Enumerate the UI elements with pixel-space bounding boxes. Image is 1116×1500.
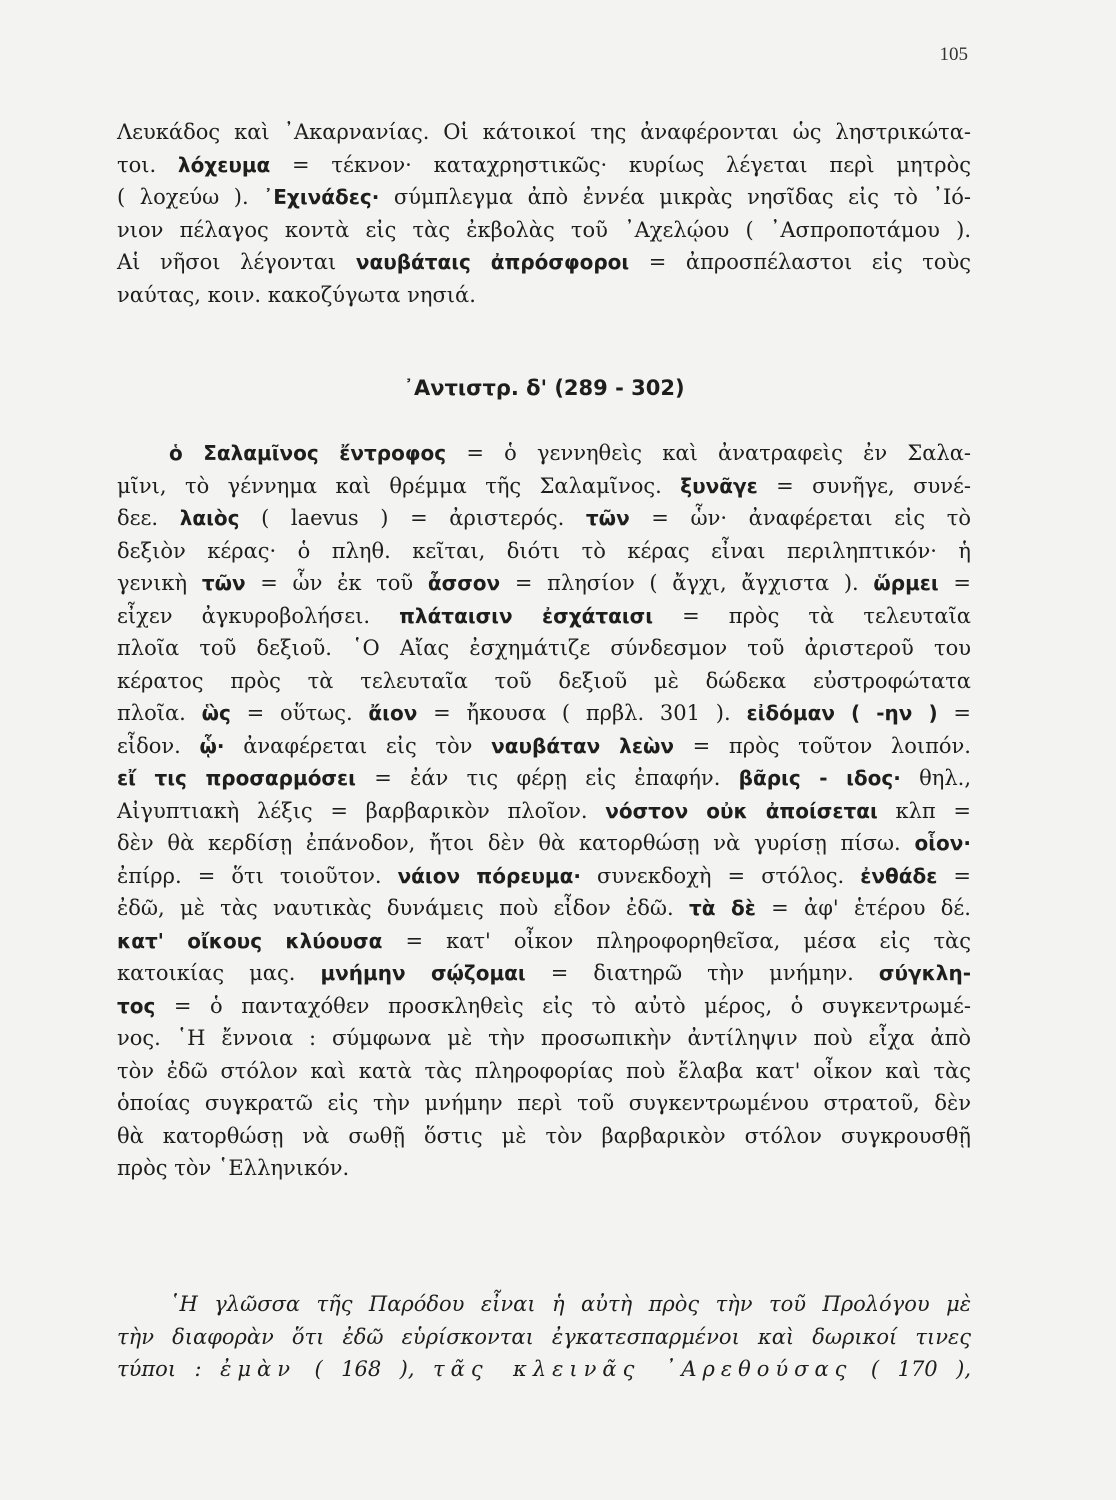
lemma-term: εἰδόμαν ( -ην ) (746, 701, 938, 725)
text-line (117, 214, 971, 247)
lemma-term: ναυβάταν λεὼν (491, 733, 674, 758)
text-line (117, 181, 971, 214)
italic-text: τύποι : (117, 1357, 221, 1381)
lemma-term: οἷον· (914, 831, 971, 855)
text-run: = πρὸς τὰ τελευταῖα (653, 603, 971, 628)
text-line (117, 1120, 971, 1153)
lemma-term: βᾶρις - ιδος· (738, 766, 901, 790)
text-run: νος. ῾Η ἔννοια : σύμφωνα μὲ τὴν προσωπικὴν ἀντίληψιν ποὺ εἶχα ἀπὸ (117, 1026, 971, 1050)
text-line (117, 892, 971, 925)
lemma-term: πλάταισιν ἐσχάταισι (399, 603, 653, 628)
text-line (117, 1022, 971, 1055)
commentary-paragraph-1 (117, 116, 971, 311)
text-line (117, 827, 971, 860)
italic-text: τὴν διαφορὰν ὅτι ἐδῶ εὑρίσκονται ἐγκατεσπαρμένοι καὶ δωρικοί τινες (117, 1324, 971, 1349)
text-run: Αἰγυπτιακὴ λέξις = βαρβαρικὸν πλοῖον. (117, 798, 606, 823)
text-run: = ὧν· ἀναφέρεται εἰς τὸ (629, 506, 971, 530)
text-run: ὁποίας συγκρατῶ εἰς τὴν μνήμην περὶ τοῦ συγκεντρωμένου στρατοῦ, δὲν (117, 1091, 971, 1115)
text-line (117, 1152, 971, 1185)
text-line (117, 795, 971, 828)
text-run: πλοῖα. (117, 701, 202, 725)
page-number: 105 (939, 44, 968, 65)
text-run: = ὁ γεννηθεὶς καὶ ἀνατραφεὶς ἐν Σαλα- (446, 441, 971, 465)
text-line (117, 957, 971, 990)
text-run: δὲν θὰ κερδίσῃ ἐπάνοδον, ἤτοι δὲν θὰ κατορθώσῃ νὰ γυρίσῃ πίσω. (117, 831, 915, 855)
text-run: δεξιὸν κέρας· ὁ πληθ. κεῖται, διότι τὸ κέρας εἶναι περιληπτικόν· ἡ (117, 538, 971, 563)
text-run: = ὧν ἐκ τοῦ (245, 571, 428, 595)
lemma-term: μνήμην σῴζομαι (320, 961, 526, 985)
text-run: = ἀπροσπέλαστοι εἰς τοὺς (629, 250, 971, 274)
text-run: κατοικίας μας. (117, 961, 321, 985)
lemma-term: τος (117, 993, 156, 1018)
commentary-paragraph-2 (117, 437, 971, 1185)
text-run: = πλησίον ( ἄγχι, ἄγχιστα ). (500, 571, 874, 595)
text-run: δεε. (117, 506, 180, 530)
text-line (117, 990, 971, 1023)
commentary-paragraph-3 (117, 1288, 971, 1386)
text-line (117, 502, 971, 535)
text-run: Λευκάδος καὶ ᾿Ακαρνανίας. Οἱ κάτοικοί της ἀναφέρονται ὡς ληστρικώτα- (117, 120, 971, 144)
text-run: = ἀφ' ἑτέρου δέ. (755, 896, 971, 920)
text-run: κέρατος πρὸς τὰ τελευταῖα τοῦ δεξιοῦ μὲ δώδεκα εὐστροφώτατα (117, 668, 971, 693)
text-run: ἐπίρρ. = ὅτι τοιοῦτον. (117, 863, 398, 888)
lemma-term: ὁ Σαλαμῖνος ἔντροφος (169, 441, 447, 465)
spaced-italic-text: τᾶς κλεινᾶς ᾿Αρεθούσας (433, 1357, 853, 1381)
lemma-term: ξυνᾶγε (680, 473, 758, 498)
text-line (117, 116, 971, 149)
text-run: τοι. (117, 152, 178, 177)
lemma-term: νόστον οὐκ ἀποίσεται (605, 798, 878, 823)
text-run: εἶδον. (117, 733, 200, 758)
text-run: = ὁ πανταχόθεν προσκληθεὶς εἰς τὸ αὐτὸ μέρος, ὁ συγκεντρωμέ- (155, 993, 971, 1018)
lemma-term: σύγκλη- (878, 961, 971, 985)
spaced-italic-text: ἐμὰν (220, 1357, 296, 1381)
text-run: = συνῆγε, συνέ- (757, 473, 971, 498)
text-run: ( laevus ) = ἀριστερός. (239, 506, 586, 530)
text-run: ναύτας, κοιν. κακοζύγωτα νησιά. (117, 282, 476, 307)
text-line (117, 1321, 971, 1354)
text-run: κλπ = (877, 798, 972, 823)
text-run: τὸν ἐδῶ στόλον καὶ κατὰ τὰς πληροφορίας ποὺ ἔλαβα κατ' οἶκον καὶ τὰς (117, 1058, 971, 1083)
text-run: = κατ' οἶκον πληροφορηθεῖσα, μέσα εἰς τὰς (382, 928, 972, 953)
text-run: εἶχεν ἀγκυροβολήσει. (117, 603, 400, 628)
text-line (117, 246, 971, 279)
text-run: θηλ., (900, 766, 972, 790)
text-run: γενικὴ (117, 571, 202, 595)
text-line (117, 149, 971, 182)
text-line (117, 632, 971, 665)
text-run: = οὕτως. (230, 701, 369, 725)
text-line (117, 665, 971, 698)
text-line (117, 600, 971, 633)
lemma-term: νάιον πόρευμα· (397, 863, 581, 888)
text-run: νιον πέλαγος κοντὰ εἰς τὰς ἐκβολὰς τοῦ ᾿Αχελῴου ( ᾿Ασπροποτάμου ). (117, 217, 971, 242)
text-run: θὰ κατορθώσῃ νὰ σωθῇ ὅστις μὲ τὸν βαρβαρικὸν στόλον συγκρουσθῇ (117, 1123, 971, 1148)
text-run: = ἐάν τις φέρῃ εἰς ἐπαφήν. (355, 766, 739, 790)
text-run: ἀναφέρεται εἰς τὸν (224, 733, 492, 758)
text-run: = (938, 571, 971, 595)
text-line (117, 1288, 971, 1321)
text-line (117, 535, 971, 568)
text-line (117, 470, 971, 503)
text-line (117, 437, 971, 470)
text-run: ( λοχεύω ). (117, 185, 264, 209)
text-run: = (937, 863, 971, 888)
text-line (117, 1087, 971, 1120)
text-run: συνεκδοχὴ = στόλος. (581, 863, 861, 888)
italic-text: ( 170 ), (852, 1357, 972, 1381)
text-line (117, 279, 971, 312)
lemma-term: λαιὸς (179, 506, 240, 530)
lemma-term: τῶν (585, 506, 630, 530)
section-heading: ᾿Αντιστρ. δ' (289 - 302) (403, 376, 685, 400)
text-run: Αἱ νῆσοι λέγονται (117, 250, 356, 274)
text-line (117, 762, 971, 795)
text-run: μῖνι, τὸ γέννημα καὶ θρέμμα τῆς Σαλαμῖνος. (117, 473, 681, 498)
text-run: πρὸς τὸν ῾Ελληνικόν. (117, 1156, 350, 1180)
text-run: = διατηρῶ τὴν μνήμην. (525, 961, 879, 985)
lemma-term: ἄιον (368, 701, 418, 725)
italic-text: ῾Η γλῶσσα τῆς Παρόδου εἶναι ἡ αὐτὴ πρὸς τὴν τοῦ Προλόγου μὲ (169, 1292, 971, 1316)
lemma-term: τῶν (201, 571, 246, 595)
text-line (117, 925, 971, 958)
lemma-term: ἆσσον (427, 571, 501, 595)
italic-text: ( 168 ), (295, 1357, 434, 1381)
text-run: ἐδῶ, μὲ τὰς ναυτικὰς δυνάμεις ποὺ εἶδον ἐδῶ. (117, 896, 689, 920)
lemma-term: λόχευμα (177, 152, 271, 177)
lemma-term: κατ' οἴκους κλύουσα (117, 928, 383, 953)
text-run: πλοῖα τοῦ δεξιοῦ. ῾Ο Αἴας ἐσχημάτιζε σύνδεσμον τοῦ ἀριστεροῦ του (117, 636, 971, 660)
text-line (117, 730, 971, 763)
text-line (117, 1055, 971, 1088)
text-run: σύμπλεγμα ἀπὸ ἐννέα μικρὰς νησῖδας εἰς τὸ ᾿Ιό- (379, 185, 971, 209)
lemma-term: ἐνθάδε (860, 863, 938, 888)
text-line (117, 567, 971, 600)
lemma-term: ναυβάταις ἀπρόσφοροι (355, 250, 630, 274)
lemma-term: ᾧ· (199, 733, 225, 758)
lemma-term: εἴ τις προσαρμόσει (117, 766, 356, 790)
text-run: = τέκνον· καταχρηστικῶς· κυρίως λέγεται περὶ μητρὸς (270, 152, 971, 177)
lemma-term: ὣς (201, 701, 231, 725)
lemma-term: τὰ δὲ (688, 896, 756, 920)
text-run: = (937, 701, 971, 725)
lemma-term: ᾿Εχινάδες· (263, 185, 380, 209)
text-line (117, 1353, 971, 1386)
text-line (117, 697, 971, 730)
text-run: = πρὸς τοῦτον λοιπόν. (673, 733, 971, 758)
text-line (117, 860, 971, 893)
text-run: = ἤκουσα ( πρβλ. 301 ). (417, 701, 747, 725)
lemma-term: ὥρμει (873, 571, 939, 595)
